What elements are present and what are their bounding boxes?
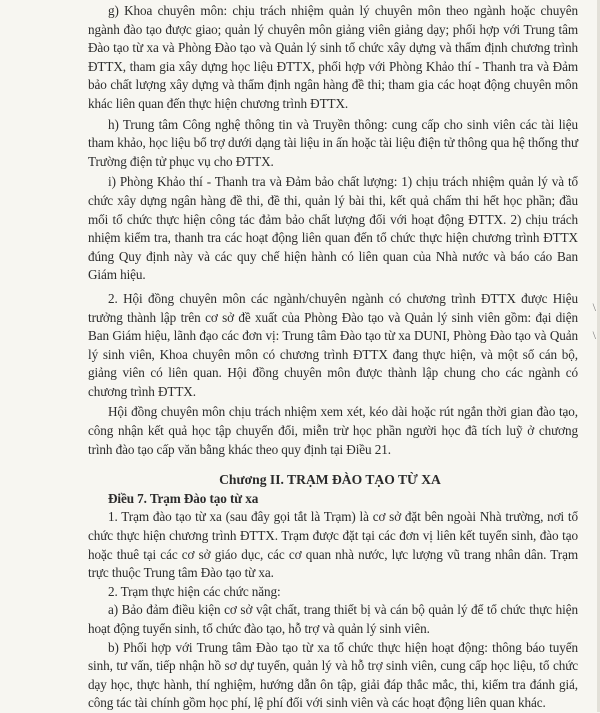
paragraph-hoi-dong-trach-nhiem: Hội đồng chuyên môn chịu trách nhiệm xem xét, kéo dài hoặc rút ngắn thời gian đào tạo, công nhận kết quả học tập chuyển đổi, miễn trừ học phần người học đã tích luỹ ở chương trình đào tạo cấp văn bằng khác theo quy định tại Điều 21. — [88, 404, 578, 457]
margin-mark: \ — [592, 328, 596, 342]
paragraph-hoi-dong-chuyen-mon: 2. Hội đồng chuyên môn các ngành/chuyên ngành có chương trình ĐTTX được Hiệu trưởng thành lập trên cơ sở đề xuất của Phòng Đào tạo và Quản lý sinh viên gồm: đại diện Ban Giám hiệu, lãnh đạo các đơn vị: Trung tâm Đào tạo từ xa DUNI, Phòng Đào tạo và Quản lý sinh viên, Khoa chuyên môn có chương trình ĐTTX đang thực hiện, và một số cán bộ, giảng viên có liên quan. Hội đồng chuyên môn được thành lập chung cho các ngành có chương trình ĐTTX. — [88, 290, 578, 399]
margin-mark: \ — [592, 300, 596, 314]
paragraph-khoa-chuyen-mon: g) Khoa chuyên môn: chịu trách nhiệm quản lý chuyên môn theo ngành hoặc chuyên ngành đào tạo được giao; quản lý chuyên môn giảng viên giảng dạy; phối hợp với Trung tâm Đào tạo từ xa và Phòng Đào tạo và Quản lý sinh tổ chức xây dựng và thẩm định chương trình ĐTTX, tham gia xây dựng học liệu ĐTTX, phối hợp với Phòng Khảo thí - Thanh tra và Đảm bảo chất lượng xây dựng và thẩm định ngân hàng đề thi; tham gia các hoạt động chuyên môn khác liên quan đến thực hiện chương trình ĐTTX. — [88, 3, 578, 111]
paragraph-tram-chuc-nang-b: b) Phối hợp với Trung tâm Đào tạo từ xa tổ chức thực hiện hoạt động: thông báo tuyển sinh, tư vấn, tiếp nhận hồ sơ dự tuyển, quản lý và hỗ trợ sinh viên, cung cấp học liệu, tổ chức dạy học, thực hành, thí nghiệm, hướng dẫn ôn tập, giải đáp thắc mắc, thi, kiểm tra đánh giá, công tác tài chính gồm học phí, lệ phí đối với sinh viên và các hoạt động liên quan khác. — [88, 639, 578, 711]
paragraph-trung-tam-cntt: h) Trung tâm Công nghệ thông tin và Truyền thông: cung cấp cho sinh viên các tài liệu tham khảo, học liệu bổ trợ dưới dạng tài liệu in ấn hoặc tài liệu điện tử thông qua hệ thống thư Trường điện tử phục vụ cho ĐTTX. — [88, 116, 578, 169]
paragraph-tram-dinh-nghia: 1. Trạm đào tạo từ xa (sau đây gọi tắt là Trạm) là cơ sở đặt bên ngoài Nhà trường, nơi tổ chức thực hiện chương trình ĐTTX. Trạm được đặt tại các đơn vị liên kết tuyển sinh, đào tạo hoặc thuê tại các cơ sở giáo dục, các cơ quan nhà nước, lực lượng vũ trang nhân dân. Trạm trực thuộc Trung tâm Đào tạo từ xa. — [88, 509, 578, 581]
paragraph-tram-chuc-nang-a: a) Bảo đảm điều kiện cơ sở vật chất, trang thiết bị và cán bộ quản lý để tổ chức thực hiện hoạt động tuyển sinh, tổ chức đào tạo, hỗ trợ và quản lý sinh viên. — [88, 602, 578, 636]
paragraph-tram-chuc-nang: 2. Trạm thực hiện các chức năng: — [108, 583, 281, 599]
chapter-title: Chương II. TRẠM ĐÀO TẠO TỪ XA — [219, 472, 441, 488]
paragraph-phong-khao-thi: i) Phòng Khảo thí - Thanh tra và Đảm bảo chất lượng: 1) chịu trách nhiệm quản lý và tổ chức xây dựng ngân hàng đề thi, đề thi, quản lý bài thi, kết quả chấm thi hết học phần; đầu mối tổ chức thực hiện công tác đảm bảo chất lượng đối với hoạt động ĐTTX. 2) chịu trách nhiệm kiểm tra, thanh tra các hoạt động liên quan đến tổ chức thực hiện chương trình ĐTTX đúng Quy định này và các quy chế hiện hành có liên quan của Nhà nước và báo cáo Ban Giám hiệu. — [88, 174, 578, 283]
article-title: Điều 7. Trạm Đào tạo từ xa — [108, 490, 259, 506]
